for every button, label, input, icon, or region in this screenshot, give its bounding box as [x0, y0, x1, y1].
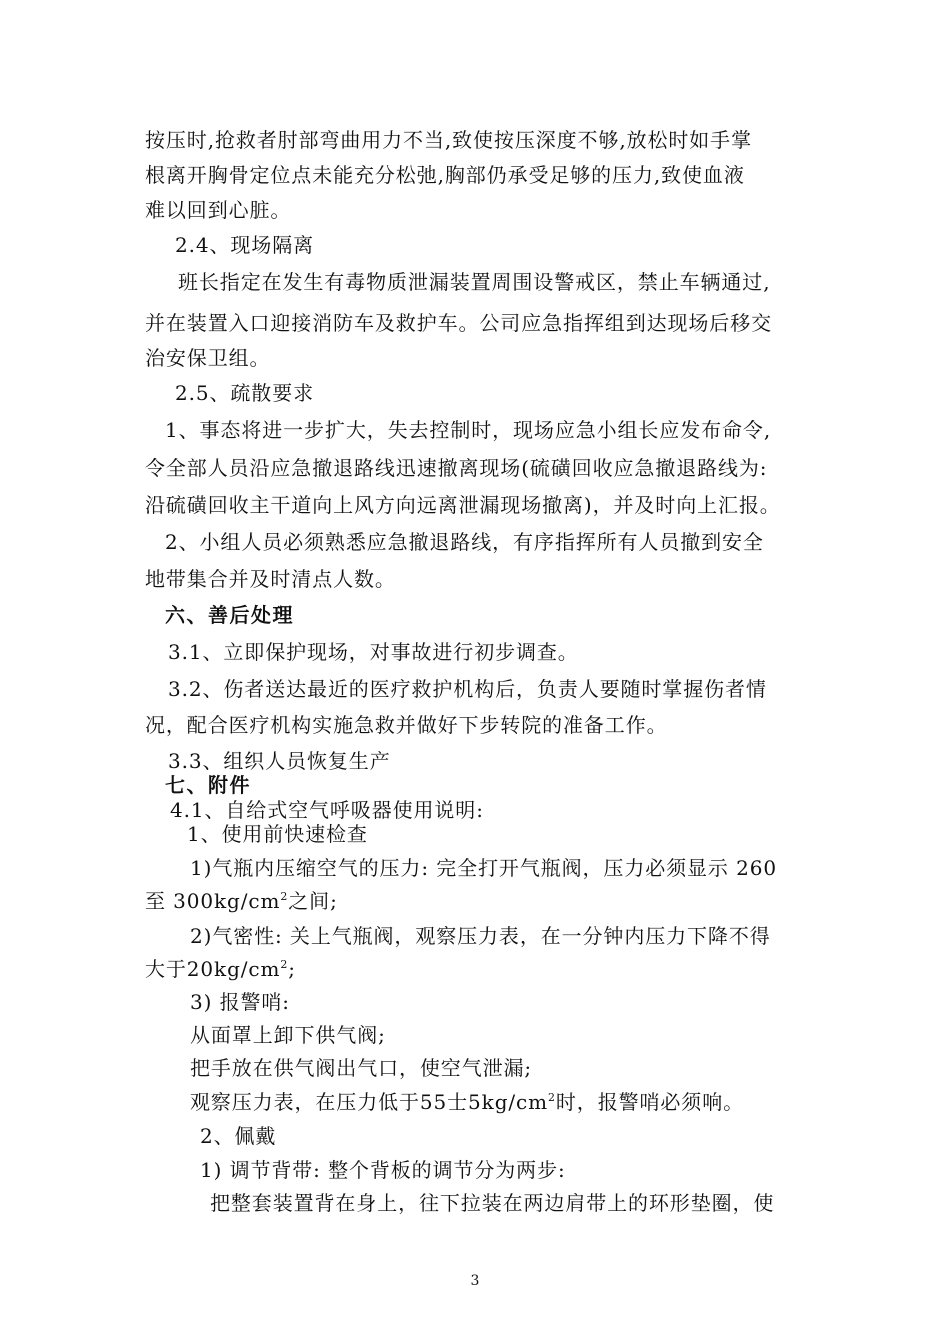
- text-line: 1) 调节背带: 整个背板的调节分为两步:: [200, 1158, 566, 1182]
- text-line: 1)气瓶内压缩空气的压力: 完全打开气瓶阀，压力必须显示 260: [190, 856, 777, 880]
- text-line: [145, 957, 296, 981]
- text-line: 从面罩上卸下供气阀;: [190, 1023, 386, 1047]
- text-line: [145, 889, 338, 913]
- text-line: 治安保卫组。: [145, 346, 271, 370]
- section-subheading: 2.4、现场隔离: [175, 233, 315, 257]
- section-heading: 七、附件: [165, 773, 251, 797]
- text-line: 难以回到心脏。: [145, 198, 292, 222]
- text-line: 3.2、伤者送达最近的医疗救护机构后，负责人要随时掌握伤者情: [168, 677, 767, 701]
- superscript: 2: [548, 1091, 556, 1104]
- superscript: 2: [280, 958, 289, 971]
- page-number: 3: [470, 1273, 480, 1289]
- text-line: 地带集合并及时清点人数。: [145, 567, 396, 591]
- text-fragment: 至 300kg/cm: [145, 889, 281, 913]
- text-fragment: 大于20kg/cm: [145, 957, 281, 981]
- text-fragment: 时，报警哨必须响。: [555, 1090, 745, 1114]
- text-line: 并在装置入口迎接消防车及救护车。公司应急指挥组到达现场后移交: [145, 311, 772, 335]
- text-fragment: ;: [288, 957, 296, 981]
- text-fragment: 之间;: [288, 889, 338, 913]
- superscript: 2: [280, 890, 289, 903]
- text-line: 2)气密性: 关上气瓶阀，观察压力表，在一分钟内压力下降不得: [190, 924, 771, 948]
- text-line: 1、使用前快速检查: [187, 822, 368, 846]
- text-line: 2、佩戴: [200, 1124, 277, 1148]
- text-line: 况，配合医疗机构实施急救并做好下步转院的准备工作。: [145, 713, 668, 737]
- section-subheading: 2.5、疏散要求: [175, 381, 315, 405]
- text-line: 3.3、组织人员恢复生产: [168, 749, 391, 773]
- text-line: 沿硫磺回收主干道向上风方向远离泄漏现场撤离)，并及时向上汇报。: [145, 493, 781, 517]
- text-line: 根离开胸骨定位点未能充分松弛,胸部仍承受足够的压力,致使血液: [145, 163, 745, 187]
- text-line: 把整套装置背在身上，往下拉装在两边肩带上的环形垫圈，使: [210, 1191, 775, 1215]
- text-line: 把手放在供气阀出气口，使空气泄漏;: [190, 1056, 533, 1080]
- section-heading: 六、善后处理: [165, 603, 294, 627]
- text-line: [190, 1090, 744, 1114]
- text-line: 3.1、立即保护现场，对事故进行初步调查。: [168, 640, 579, 664]
- text-line: 2、小组人员必须熟悉应急撤退路线，有序指挥所有人员撤到安全: [165, 530, 764, 554]
- text-fragment: 观察压力表，在压力低于55士5kg/cm: [190, 1090, 548, 1114]
- text-line: 令全部人员沿应急撤退路线迅速撤离现场(硫磺回收应急撤退路线为:: [145, 456, 768, 480]
- text-line: 4.1、自给式空气呼吸器使用说明:: [170, 798, 484, 822]
- text-line: 3) 报警哨:: [190, 990, 290, 1014]
- text-line: 班长指定在发生有毒物质泄漏装置周围设警戒区，禁止车辆通过,: [178, 270, 771, 294]
- text-line: 按压时,抢救者肘部弯曲用力不当,致使按压深度不够,放松时如手掌: [145, 128, 752, 152]
- text-line: 1、事态将进一步扩大，失去控制时，现场应急小组长应发布命令,: [165, 418, 772, 442]
